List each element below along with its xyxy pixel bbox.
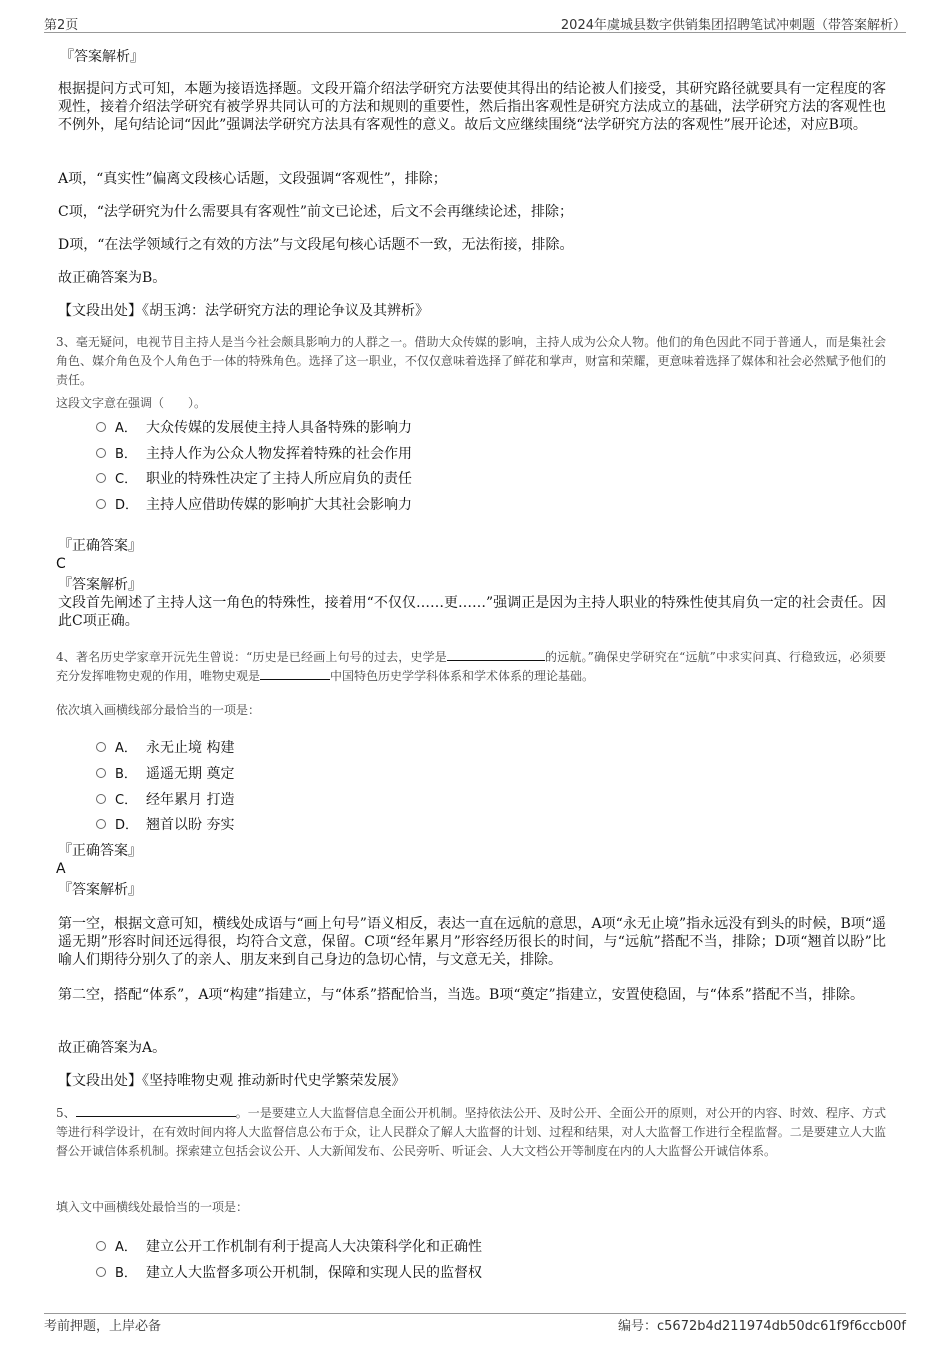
option-label: B． [115, 447, 137, 462]
q3-answer: C [56, 556, 66, 572]
q3-question: 这段文字意在强调（ ）。 [56, 396, 207, 410]
option-label: C． [115, 793, 138, 808]
option-text: 建立人大监督多项公开机制，保障和实现人民的监督权 [146, 1265, 482, 1281]
q5-blank [76, 1104, 236, 1117]
radio-icon[interactable] [96, 1267, 106, 1277]
footer-slogan: 考前押题，上岸必备 [44, 1319, 162, 1334]
q5-stem-text: 。一是要建立人大监督信息全面公开机制。坚持依法公开、及时公开、全面公开的原则，对公开的内容、时效、程序、方式等进行科学设计，在有效时间内将人大监督信息公布于众，让人民群众了解人大监督的计划、过程和结果，对人大监督工作进行全程监督。二是要建立人大监督公开诚信体系机制。探索建立包括会议公开、人大新闻发布、公民旁听、听证会、人大文档公开等制度在内的人大监督公开诚信体系。 [56, 1106, 886, 1158]
option-label: D． [115, 818, 139, 833]
q4-conclusion: 故正确答案为A。 [58, 1040, 167, 1056]
option-text: 经年累月 打造 [146, 792, 235, 808]
radio-icon[interactable] [96, 499, 106, 509]
q2-source: 【文段出处】《胡玉鸿：法学研究方法的理论争议及其辨析》 [58, 303, 429, 319]
radio-icon[interactable] [96, 819, 106, 829]
q5-stem [56, 1104, 886, 1161]
q2-analysis-title: 『答案解析』 [60, 49, 144, 65]
option-label: B． [115, 1266, 137, 1281]
page-number: 第2页 [44, 18, 79, 33]
q5-stem-number: 5、 [56, 1106, 76, 1120]
radio-icon[interactable] [96, 794, 106, 804]
q3-answer-title: 『正确答案』 [58, 538, 142, 554]
radio-icon[interactable] [96, 448, 106, 458]
option-text: 主持人应借助传媒的影响扩大其社会影响力 [146, 497, 412, 513]
option-text: 主持人作为公众人物发挥着特殊的社会作用 [146, 446, 412, 462]
q4-analysis-paragraph-1: 第一空，根据文意可知，横线处成语与“画上句号”语义相反，表达一直在远航的意思，A项“永无止境”指永远没有到头的时候，B项“遥遥无期”形容时间还远得很，均符合文意，保留。C项“经年累月”形容经历很长的时间，与“远航”搭配不当，排除；D项“翘首以盼”比喻人们期待分别久了的亲人、朋友来到自己身边的急切心情，与文意无关，排除。 [58, 916, 886, 968]
q4-source: 【文段出处】《坚持唯物史观 推动新时代史学繁荣发展》 [58, 1073, 406, 1089]
radio-icon[interactable] [96, 1241, 106, 1251]
radio-icon[interactable] [96, 742, 106, 752]
option-label: A． [115, 421, 137, 436]
option-label: A． [115, 1240, 137, 1255]
option-text: 大众传媒的发展使主持人具备特殊的影响力 [146, 420, 412, 436]
radio-icon[interactable] [96, 473, 106, 483]
page-header [44, 12, 906, 33]
option-text: 职业的特殊性决定了主持人所应肩负的责任 [146, 471, 412, 487]
q2-analysis-option-c: C项，“法学研究为什么需要具有客观性”前文已论述，后文不会再继续论述，排除； [58, 204, 574, 220]
q3-stem: 3、毫无疑问，电视节目主持人是当今社会颇具影响力的人群之一。借助大众传媒的影响，主持人成为公众人物。他们的角色因此不同于普通人，而是集社会角色、媒介角色及个人角色于一体的特殊角色。选择了这一职业，不仅仅意味着选择了鲜花和掌声，财富和荣耀，更意味着选择了媒体和社会必然赋予他们的责任。 [56, 335, 886, 387]
q4-answer: A [56, 861, 66, 877]
q4-stem-part-1: 4、著名历史学家章开沅先生曾说：“历史是已经画上句号的过去，史学是 [56, 650, 447, 664]
q4-stem-part-2: 的远航。”确保史学研究在“远航”中求实问真、行稳致远，必须要充分发挥唯物史观的作用，唯物史观是 [56, 650, 886, 683]
radio-icon[interactable] [96, 768, 106, 778]
option-text: 翘首以盼 夯实 [146, 817, 235, 833]
q4-question: 依次填入画横线部分最恰当的一项是： [56, 703, 261, 717]
q4-blank-1 [447, 648, 545, 661]
option-label: B． [115, 767, 137, 782]
q3-analysis-title: 『答案解析』 [58, 577, 142, 593]
q4-analysis-paragraph-2: 第二空，搭配“体系”，A项“构建”指建立，与“体系”搭配恰当，当选。B项“奠定”指建立，安置使稳固，与“体系”搭配不当，排除。 [58, 987, 864, 1003]
document-id: 编号：c5672b4d211974db50dc61f9f6ccb00f [618, 1319, 906, 1334]
q5-question: 填入文中画横线处最恰当的一项是： [56, 1200, 249, 1214]
option-text: 遥遥无期 奠定 [146, 766, 235, 782]
q4-stem-part-3: 中国特色历史学学科体系和学术体系的理论基础。 [330, 669, 595, 683]
option-label: A． [115, 741, 137, 756]
q2-analysis-paragraph: 根据提问方式可知，本题为接语选择题。文段开篇介绍法学研究方法要使其得出的结论被人们接受，其研究路径就要具有一定程度的客观性，接着介绍法学研究有被学界共同认可的方法和规则的重要性，然后指出客观性是研究方法成立的基础，法学研究方法的客观性也不例外，尾句结论词“因此”强调法学研究方法具有客观性的意义。故后文应继续围绕“法学研究方法的客观性”展开论述，对应B项。 [58, 81, 886, 133]
option-text: 永无止境 构建 [146, 740, 235, 756]
q3-analysis: 文段首先阐述了主持人这一角色的特殊性，接着用“不仅仅……更……”强调正是因为主持人职业的特殊性使其肩负一定的社会责任。因此C项正确。 [58, 595, 886, 629]
q2-conclusion: 故正确答案为B。 [58, 270, 167, 286]
q2-analysis-option-d: D项，“在法学领域行之有效的方法”与文段尾句核心话题不一致，无法衔接，排除。 [58, 237, 574, 253]
q4-analysis-title: 『答案解析』 [58, 882, 142, 898]
option-label: C． [115, 472, 138, 487]
option-label: D． [115, 498, 139, 513]
page-footer [44, 1313, 906, 1334]
q4-blank-2 [260, 667, 330, 680]
radio-icon[interactable] [96, 422, 106, 432]
q4-stem [56, 648, 886, 686]
q2-analysis-option-a: A项，“真实性”偏离文段核心话题，文段强调“客观性”，排除； [58, 171, 447, 187]
option-text: 建立公开工作机制有利于提高人大决策科学化和正确性 [146, 1239, 482, 1255]
document-title: 2024年虞城县数字供销集团招聘笔试冲刺题（带答案解析） [560, 18, 906, 33]
q4-answer-title: 『正确答案』 [58, 843, 142, 859]
